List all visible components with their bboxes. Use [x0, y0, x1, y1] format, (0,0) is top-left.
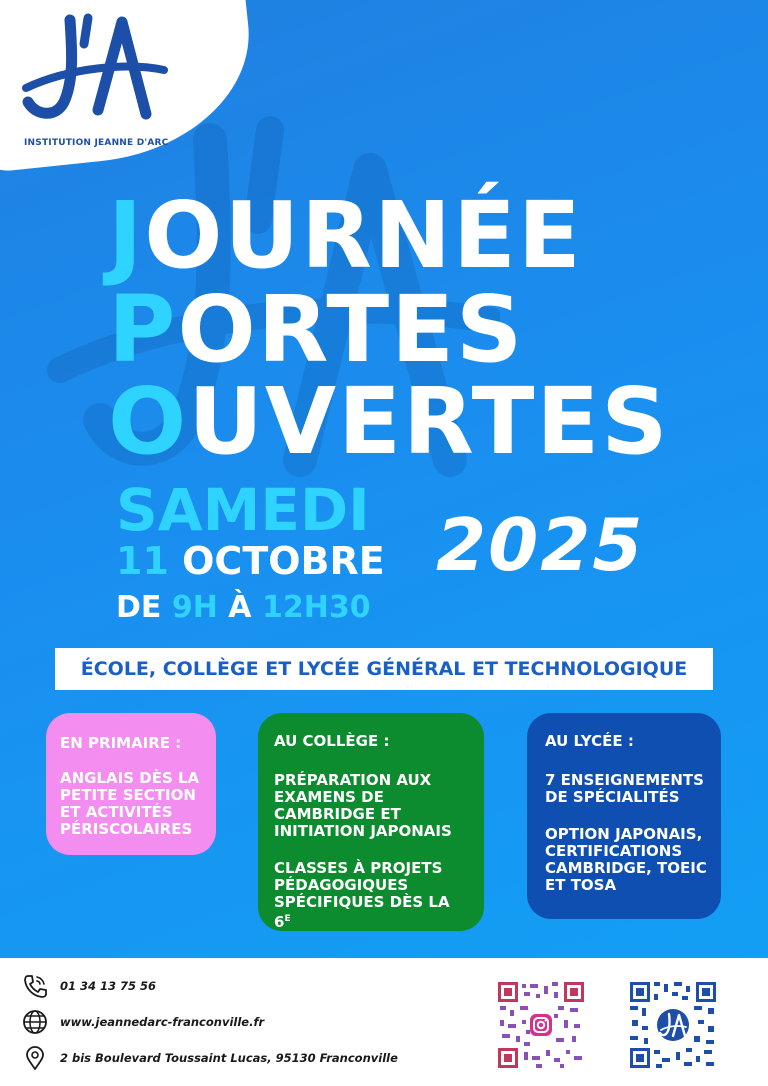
title-line-2-rest: ORTES — [177, 276, 525, 383]
website-qr-code[interactable] — [628, 980, 718, 1070]
contact-address-text: 2 bis Boulevard Toussaint Lucas, 95130 Franconville — [60, 1051, 398, 1065]
card-college-title: AU COLLÈGE : — [274, 732, 390, 750]
title-line-1-rest: OURNÉE — [144, 182, 583, 289]
card-primaire-title: EN PRIMAIRE : — [60, 734, 182, 752]
card-lycee-text-2: OPTION JAPONAIS, CERTIFICATIONS CAMBRIDGE, TOEIC ET TOSA — [545, 825, 707, 894]
title-initial-p: P — [108, 276, 178, 383]
card-college — [258, 713, 484, 931]
event-time-start: 9H — [171, 590, 218, 625]
title-line-2 — [108, 276, 525, 383]
event-time — [116, 590, 371, 626]
title-line-3 — [108, 368, 670, 475]
card-college-text-1: PRÉPARATION AUX EXAMENS DE CAMBRIDGE ET INITIATION JAPONAIS — [274, 771, 452, 840]
event-year: 2025 — [436, 503, 645, 587]
contact-phone-text: 01 34 13 75 56 — [60, 979, 157, 993]
event-date-number: 11 — [116, 539, 169, 583]
card-lycee-title: AU LYCÉE : — [545, 732, 634, 750]
card-college-text-2 — [274, 860, 470, 931]
event-time-end: 12H30 — [261, 590, 371, 625]
contact-website-text: www.jeannedarc-franconville.fr — [60, 1015, 265, 1029]
event-date-month: OCTOBRE — [182, 539, 385, 583]
school-levels-banner: ÉCOLE, COLLÈGE ET LYCÉE GÉNÉRAL ET TECHNOLOGIQUE — [55, 648, 713, 690]
title-initial-j: J — [108, 182, 145, 289]
event-date — [116, 540, 385, 582]
location-pin-icon — [22, 1045, 48, 1071]
card-college-text-2-sup: E — [284, 914, 291, 924]
event-time-prefix: DE — [116, 590, 162, 625]
globe-icon — [22, 1009, 48, 1035]
logo-caption: INSTITUTION JEANNE D'ARC — [24, 138, 169, 148]
contact-website[interactable] — [22, 1009, 264, 1035]
card-primaire-text: ANGLAIS DÈS LA PETITE SECTION ET ACTIVITÉS PÉRISCOLAIRES — [60, 769, 200, 838]
card-lycee-text-1: 7 ENSEIGNEMENTS DE SPÉCIALITÉS — [545, 771, 704, 806]
contact-address[interactable] — [22, 1045, 398, 1071]
instagram-qr-code[interactable] — [496, 980, 586, 1070]
event-day: SAMEDI — [116, 476, 370, 544]
title-line-3-rest: UVERTES — [188, 368, 670, 475]
event-time-separator: À — [228, 590, 252, 625]
title-initial-o: O — [108, 368, 189, 475]
card-primaire — [46, 713, 216, 855]
phone-icon — [22, 973, 48, 999]
card-college-text-2-main: CLASSES À PROJETS PÉDAGOGIQUES SPÉCIFIQUES DÈS LA 6 — [274, 859, 450, 931]
title-line-1 — [108, 182, 583, 289]
card-lycee — [527, 713, 721, 919]
contact-phone[interactable] — [22, 973, 156, 999]
